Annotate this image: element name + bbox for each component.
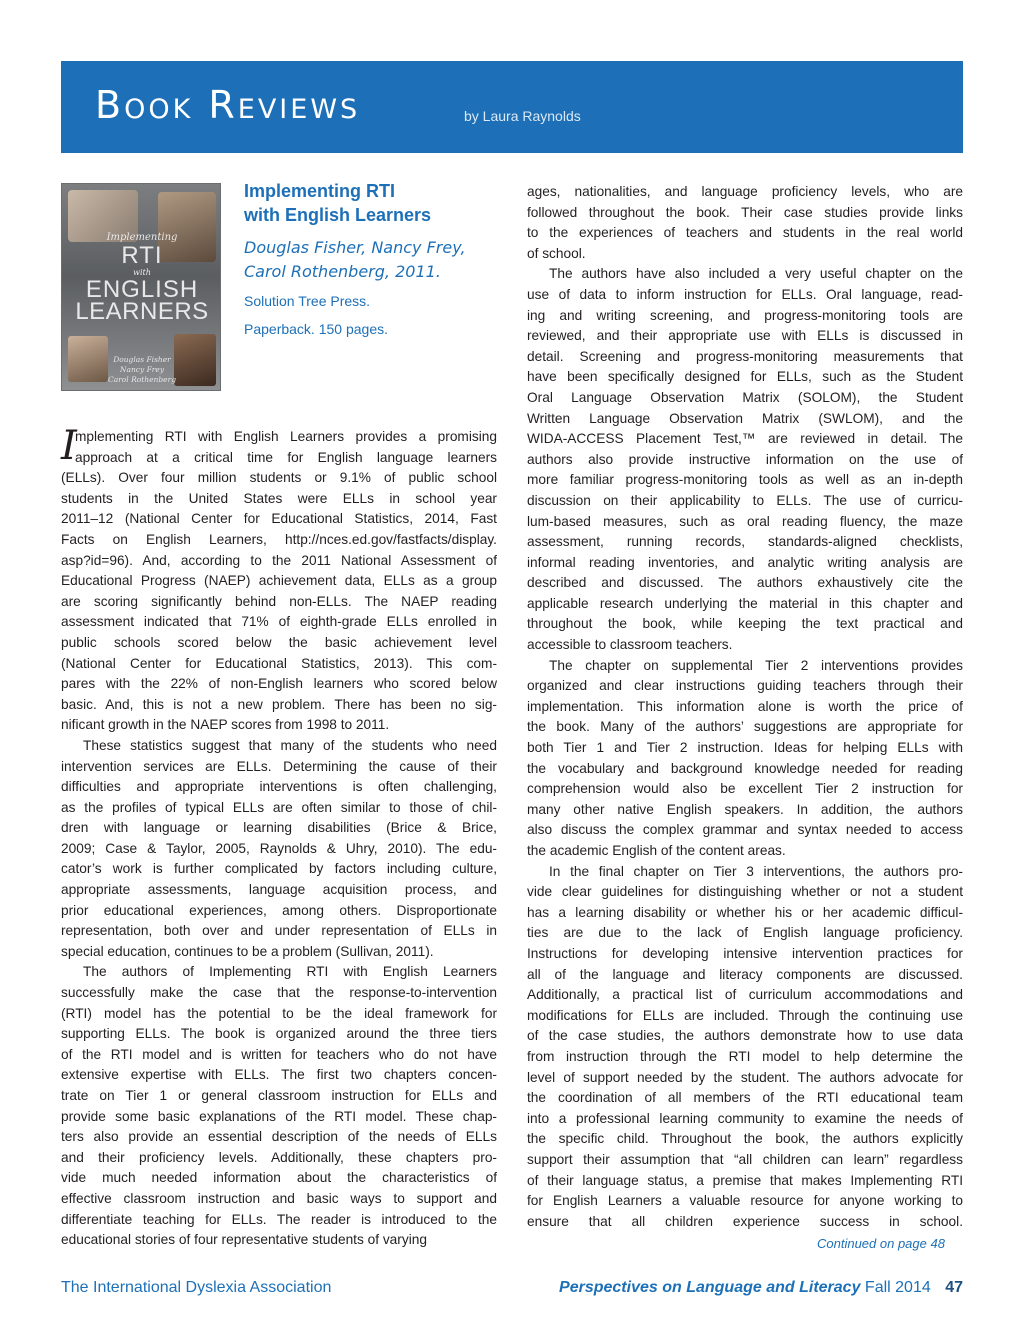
text-line: assessment indicated that 71% of eighth-grade ELLs enrolled in xyxy=(61,614,497,630)
text-line: lum-based measures, such as oral reading fluency, the maze xyxy=(527,513,963,529)
text-line: appropriate assessments, language acquisition process, and xyxy=(61,882,497,898)
text-line: more familiar progress-monitoring tools as well as an in-depth xyxy=(527,472,963,488)
cover-author: Carol Rothenberg xyxy=(108,375,176,384)
text-line: are scoring significantly behind non-ELLs. The NAEP reading xyxy=(61,593,497,609)
text-line: followed throughout the book. Their case studies provide links xyxy=(527,204,963,220)
cover-author: Douglas Fisher xyxy=(113,355,171,364)
text-line: implementation. This information alone is worth the price of xyxy=(527,698,963,714)
text-line: The authors of Implementing RTI with English Learners xyxy=(83,964,497,980)
cover-title-learners: LEARNERS xyxy=(75,298,209,325)
text-line: applicable research underlying the material in this chapter and xyxy=(527,595,963,611)
text-line: ters also provide an essential description of the needs of ELLs xyxy=(61,1129,497,1145)
book-format: Paperback. 150 pages. xyxy=(244,321,388,337)
text-line: described and discussed. The authors exhaustively cite the xyxy=(527,575,963,591)
text-line: Additionally, a practical list of curriculum accommodations and xyxy=(527,987,963,1003)
text-line: In the final chapter on Tier 3 interventions, the authors pro- xyxy=(549,863,963,879)
text-line: 2009; Case & Taylor, 2005, Raynolds & Uhry, 2010). The edu- xyxy=(61,840,497,856)
text-line: Facts on English Learners, http://nces.ed.gov/fastfacts/display. xyxy=(61,531,497,547)
book-title-line: with English Learners xyxy=(244,205,432,225)
text-line: (ELLs). Over four million students or 9.1% of public school xyxy=(61,470,497,486)
cover-title-rti: RTI xyxy=(121,242,163,269)
text-line: The authors have also included a very useful chapter on the xyxy=(549,266,963,282)
text-line: Instructions for developing intensive intervention practices for xyxy=(527,945,963,961)
text-line: the academic English of the content areas. xyxy=(527,843,786,858)
text-line: Educational Progress (NAEP) achievement data, ELLs as a group xyxy=(61,573,497,589)
text-line: assessment, running records, standards-aligned checklists, xyxy=(527,534,963,550)
text-line: effective classroom instruction and basic ways to support and xyxy=(61,1190,497,1206)
text-line: discussion on their applicability to ELLs. The use of curricu- xyxy=(527,492,963,508)
text-line: the vocabulary and background knowledge needed for reading xyxy=(527,760,963,776)
section-title: Book Reviews xyxy=(95,83,361,127)
text-line: to the experiences of teachers and students in the real world xyxy=(527,225,963,241)
text-line: difficulties and appropriate interventions is often challenging, xyxy=(61,779,497,795)
text-line: Oral Language Observation Matrix (SOLOM), the Student xyxy=(527,389,963,405)
text-line: asp?id=96). And, according to the 2011 National Assessment of xyxy=(61,552,497,568)
text-line: provide some basic explanations of the RTI model. These chap- xyxy=(61,1108,497,1124)
text-line: all of the language and literacy components are discussed. xyxy=(527,966,963,982)
text-line: ensure that all children experience success in school. xyxy=(527,1213,963,1229)
cover-author: Nancy Frey xyxy=(119,365,165,374)
text-line: for English Learners a valuable resource for anyone working to xyxy=(527,1193,963,1209)
cover-title-implementing: Implementing xyxy=(106,232,178,243)
footer-organization: The International Dyslexia Association xyxy=(61,1279,332,1296)
text-line: mplementing RTI with English Learners provides a promising xyxy=(75,429,497,444)
text-line: have been specifically designed for ELLs, such as the Student xyxy=(527,369,963,385)
cover-title-english: ENGLISH xyxy=(85,276,199,303)
text-line: modifications for ELLs are included. Through the continuing use xyxy=(527,1007,963,1023)
book-title-line: Implementing RTI xyxy=(244,181,396,201)
text-line: support their assumption that “all children can learn” regardless xyxy=(527,1151,963,1167)
continued-note: Continued on page 48 xyxy=(817,1236,945,1251)
text-line: as the profiles of typical ELLs are often similar to those of chil- xyxy=(61,799,497,815)
text-line: many other native English speakers. In addition, the authors xyxy=(527,801,963,817)
text-line: Written Language Observation Matrix (SWLOM), and the xyxy=(527,410,963,426)
text-line: public schools scored below the basic achievement level xyxy=(61,634,497,650)
text-line: prior educational experiences, among others. Disproportionate xyxy=(61,902,497,918)
byline: by Laura Raynolds xyxy=(464,108,581,124)
text-line: of their language status, a premise that makes Implementing RTI xyxy=(527,1172,963,1188)
text-line: nificant growth in the NAEP scores from 1998 to 2011. xyxy=(61,717,390,733)
book-publisher: Solution Tree Press. xyxy=(244,293,371,309)
text-line: trate on Tier 1 or general classroom instruction for ELLs and xyxy=(61,1088,497,1103)
text-line: supporting ELLs. The book is organized around the three tiers xyxy=(61,1026,497,1042)
text-line: (National Center for Educational Statistics, 2013). This com- xyxy=(61,655,497,671)
text-line: of the RTI model and is written for teachers who do not have xyxy=(61,1046,497,1062)
text-line: (RTI) model has the potential to be the ideal framework for xyxy=(61,1005,497,1021)
text-line: accessible to classroom teachers. xyxy=(527,637,733,653)
text-line: and their proficiency levels. Additionally, these chapters pro- xyxy=(61,1149,497,1165)
text-line: level of support needed by the student. The authors advocate for xyxy=(527,1069,963,1085)
book-authors-line: Carol Rothenberg, 2011. xyxy=(244,262,441,281)
text-line: These statistics suggest that many of the students who need xyxy=(83,737,497,753)
text-line: students in the United States were ELLs in school year xyxy=(61,490,497,506)
header-banner xyxy=(61,61,963,153)
book-authors-line: Douglas Fisher, Nancy Frey, xyxy=(244,238,466,257)
text-line: the coordination of all members of the RTI educational team xyxy=(527,1090,963,1106)
text-line: informal reading inventories, and analytic writing analysis are xyxy=(527,554,963,570)
right-column-text xyxy=(527,182,963,1232)
text-line: representation, both over and under representation of ELLs in xyxy=(61,923,497,939)
text-line: of the case studies, the authors demonstrate how to use data xyxy=(527,1028,963,1044)
text-line: also discuss the complex grammar and syntax needed to access xyxy=(527,822,963,838)
text-line: approach at a critical time for English language learners xyxy=(75,449,497,465)
text-line: has a learning disability or whether his or her academic difficul- xyxy=(527,904,963,920)
text-line: ages, nationalities, and language proficiency levels, who are xyxy=(527,184,963,199)
text-line: use of data to inform instruction for ELLs. Oral language, read- xyxy=(527,286,963,302)
text-line: detail. Screening and progress-monitoring measurements that xyxy=(527,348,963,364)
text-line: 2011–12 (National Center for Educational Statistics, 2014, Fast xyxy=(61,511,497,527)
text-line: vide clear guidelines for distinguishing whether or not a student xyxy=(527,884,963,900)
text-line: ing and writing screening, and progress-monitoring tools are xyxy=(527,307,963,323)
footer-issue: Fall 2014 xyxy=(864,1279,931,1296)
text-line: of school. xyxy=(527,245,586,261)
footer-publication-info xyxy=(559,1279,963,1297)
text-line: extensive expertise with ELLs. The first two chapters concen- xyxy=(61,1067,497,1083)
text-line: cator’s work is further complicated by factors including culture, xyxy=(61,861,497,877)
text-line: basic. And, this is not a new problem. There has been no sig- xyxy=(61,696,497,712)
text-line: dren with language or learning disabilities (Brice & Brice, xyxy=(61,820,497,836)
text-line: ties are due to the lack of English language proficiency. xyxy=(527,925,963,941)
text-line: vide much needed information about the characteristics of xyxy=(61,1170,497,1186)
text-line: the book. Many of the authors’ suggestions are appropriate for xyxy=(527,719,963,735)
text-line: comprehension would also be excellent Tier 2 instruction for xyxy=(527,781,963,797)
footer-publication: Perspectives on Language and Literacy xyxy=(559,1279,861,1296)
text-line: The chapter on supplemental Tier 2 interventions provides xyxy=(549,657,963,673)
text-line: authors also provide instructive information on the use of xyxy=(527,451,963,467)
text-line: pares with the 22% of non-English learners who scored below xyxy=(61,676,497,692)
text-line: differentiate teaching for ELLs. The reader is introduced to the xyxy=(61,1211,497,1227)
text-line: successfully make the case that the response-to-intervention xyxy=(61,985,497,1001)
text-line: both Tier 1 and Tier 2 instruction. Ideas for helping ELLs with xyxy=(527,740,963,756)
text-line: the specific child. Throughout the book, the authors explicitly xyxy=(527,1131,963,1147)
drop-cap: I xyxy=(61,423,77,469)
text-line: throughout the book, while keeping the text practical and xyxy=(527,616,963,632)
book-cover-image xyxy=(61,183,221,391)
text-line: from instruction through the RTI model to help determine the xyxy=(527,1048,963,1064)
text-line: WIDA-ACCESS Placement Test,™ are reviewed in detail. The xyxy=(527,431,963,447)
text-line: reviewed, and their appropriate use with ELLs is discussed in xyxy=(527,328,963,344)
left-column-text xyxy=(61,423,497,1251)
page-number: 47 xyxy=(945,1279,963,1296)
text-line: organized and clear instructions guiding teachers through their xyxy=(527,678,963,694)
text-line: educational stories of four representative students of varying xyxy=(61,1232,427,1248)
cover-title-with: with xyxy=(133,268,151,277)
text-line: into a professional learning community to examine the needs of xyxy=(527,1110,963,1126)
text-line: special education, continues to be a problem (Sullivan, 2011). xyxy=(61,943,434,959)
text-line: intervention services are ELLs. Determining the cause of their xyxy=(61,758,497,774)
